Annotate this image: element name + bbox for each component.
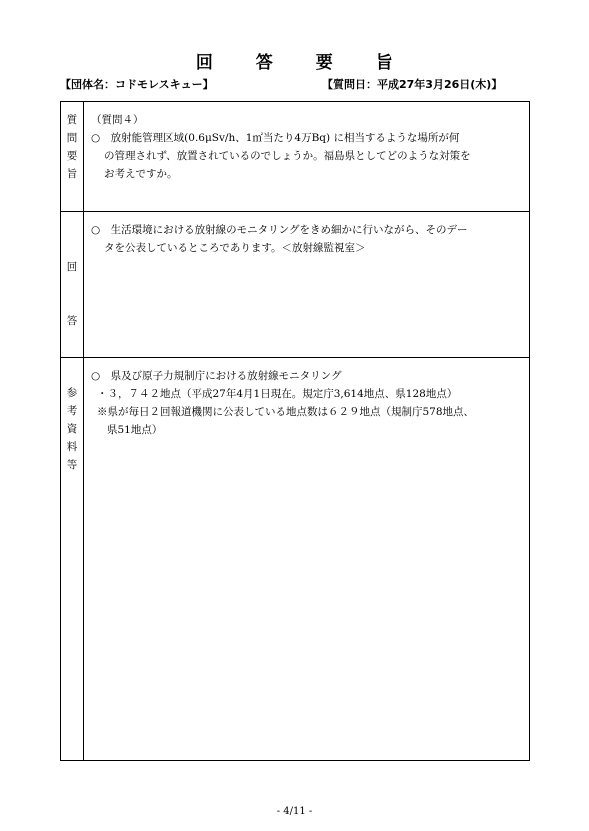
reference-label bbox=[61, 358, 84, 760]
answer-table bbox=[60, 101, 530, 761]
title-char: 回 bbox=[195, 53, 214, 73]
reference-line: ○ 県及び原子力規制庁における放射線モニタリング bbox=[91, 370, 342, 382]
label-char: 旨 bbox=[66, 168, 78, 180]
question-line: お考えですか。 bbox=[104, 168, 178, 180]
question-line: ○ 放射能管理区域(0.6μSv/h、1㎡当たり4万Bq) に相当するような場所が何 bbox=[91, 132, 460, 144]
question-label bbox=[61, 102, 84, 211]
label-char: 質 bbox=[66, 114, 78, 126]
document-title bbox=[0, 48, 589, 73]
title-char: 旨 bbox=[375, 53, 394, 73]
label-char: 等 bbox=[66, 459, 78, 471]
answer-content bbox=[91, 221, 523, 257]
label-char: 資 bbox=[66, 423, 78, 435]
label-char: 問 bbox=[66, 132, 78, 144]
label-char: 料 bbox=[66, 441, 78, 453]
label-char: 考 bbox=[66, 405, 78, 417]
title-char: 要 bbox=[315, 53, 334, 73]
answer-line: ○ 生活環境における放射線のモニタリングをきめ細かに行いながら、そのデー bbox=[91, 224, 468, 236]
answer-row bbox=[61, 212, 529, 358]
label-char: 回 bbox=[66, 261, 78, 273]
question-number: （質問４） bbox=[91, 114, 144, 126]
question-line: の管理されず、放置されているのでしょうか。福島県としてどのような対策を bbox=[104, 150, 471, 162]
answer-line: タを公表しているところであります。＜放射線監視室＞ bbox=[104, 242, 366, 254]
page-number: - 4/11 - bbox=[276, 806, 313, 817]
title-char: 答 bbox=[255, 53, 274, 73]
reference-content bbox=[91, 367, 523, 439]
label-char: 要 bbox=[66, 150, 78, 162]
label-char: 参 bbox=[66, 387, 78, 399]
question-date: 【質問日：平成27年3月26日(木)】 bbox=[322, 78, 503, 91]
question-row bbox=[61, 102, 529, 212]
label-char: 答 bbox=[66, 315, 78, 327]
reference-row bbox=[61, 358, 529, 760]
question-content bbox=[91, 111, 523, 183]
reference-line: 県51地点） bbox=[107, 424, 163, 436]
reference-line: ※県が毎日２回報道機関に公表している地点数は６２９地点（規制庁578地点、 bbox=[97, 406, 475, 418]
answer-label bbox=[61, 212, 84, 357]
reference-line: ・３，７４２地点（平成27年4月1日現在。規定庁3,614地点、県128地点） bbox=[97, 388, 458, 400]
organization-name: 【団体名：コドモレスキュー】 bbox=[60, 78, 214, 91]
